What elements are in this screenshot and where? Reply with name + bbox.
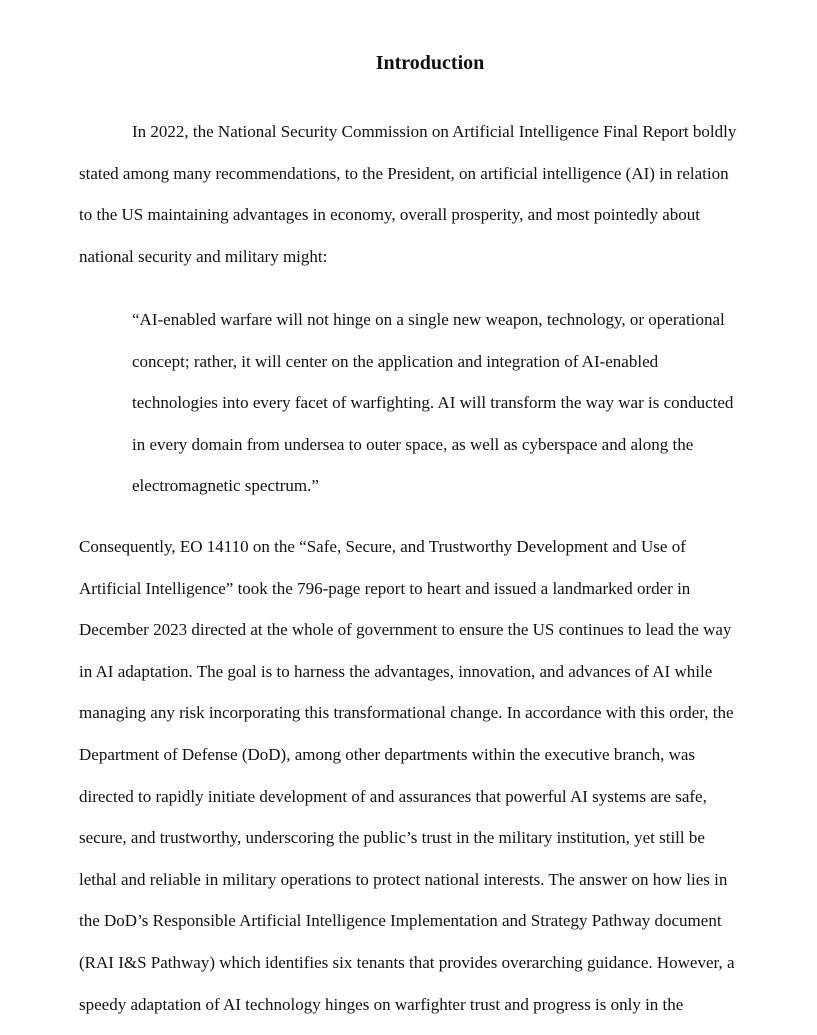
- paragraph-line: stated among many recommendations, to the President, on artificial intelligence (AI) in relation: [79, 163, 729, 183]
- paragraph-line: Consequently, EO 14110 on the “Safe, Secure, and Trustworthy Development and Use of: [79, 537, 686, 556]
- paragraph-line: national security and military might:: [79, 246, 328, 266]
- block-quote-line: “AI-enabled warfare will not hinge on a single new weapon, technology, or operational: [132, 310, 725, 329]
- paragraph-line: to the US maintaining advantages in economy, overall prosperity, and most pointedly about: [79, 205, 700, 225]
- page-title: Introduction: [375, 52, 485, 74]
- paragraph-line: managing any risk incorporating this transformational change. In accordance with this order, the: [79, 703, 734, 723]
- paragraph-line: speedy adaptation of AI technology hinges on warfighter trust and progress is only in the: [79, 994, 684, 1014]
- block-quote-line: in every domain from undersea to outer space, as well as cyberspace and along the: [132, 434, 694, 454]
- paragraph-line: (RAI I&S Pathway) which identifies six tenants that provides overarching guidance. However, a: [79, 953, 735, 972]
- paragraph-line: the DoD’s Responsible Artificial Intelligence Implementation and Strategy Pathway document: [79, 911, 722, 931]
- paragraph-line: In 2022, the National Security Commission on Artificial Intelligence Final Report boldly: [132, 122, 737, 141]
- paragraph-line: Department of Defense (DoD), among other departments within the executive branch, was: [79, 745, 696, 764]
- block-quote-line: concept; rather, it will center on the application and integration of AI-enabled: [132, 351, 659, 371]
- paragraph-line: secure, and trustworthy, underscoring the public’s trust in the military institution, yet still be: [79, 828, 705, 848]
- paragraph-line: lethal and reliable in military operations to protect national interests. The answer on how lies in: [79, 869, 728, 889]
- paragraph-line: Artificial Intelligence” took the 796-page report to heart and issued a landmarked order in: [79, 578, 691, 598]
- paragraph-line: December 2023 directed at the whole of government to ensure the US continues to lead the way: [79, 620, 732, 640]
- paragraph-line: directed to rapidly initiate development of and assurances that powerful AI systems are safe,: [79, 786, 707, 806]
- block-quote-line: technologies into every facet of warfighting. AI will transform the way war is conducted: [132, 393, 734, 413]
- paragraph-line: in AI adaptation. The goal is to harness the advantages, innovation, and advances of AI while: [79, 661, 713, 681]
- block-quote-line: electromagnetic spectrum.”: [132, 476, 319, 496]
